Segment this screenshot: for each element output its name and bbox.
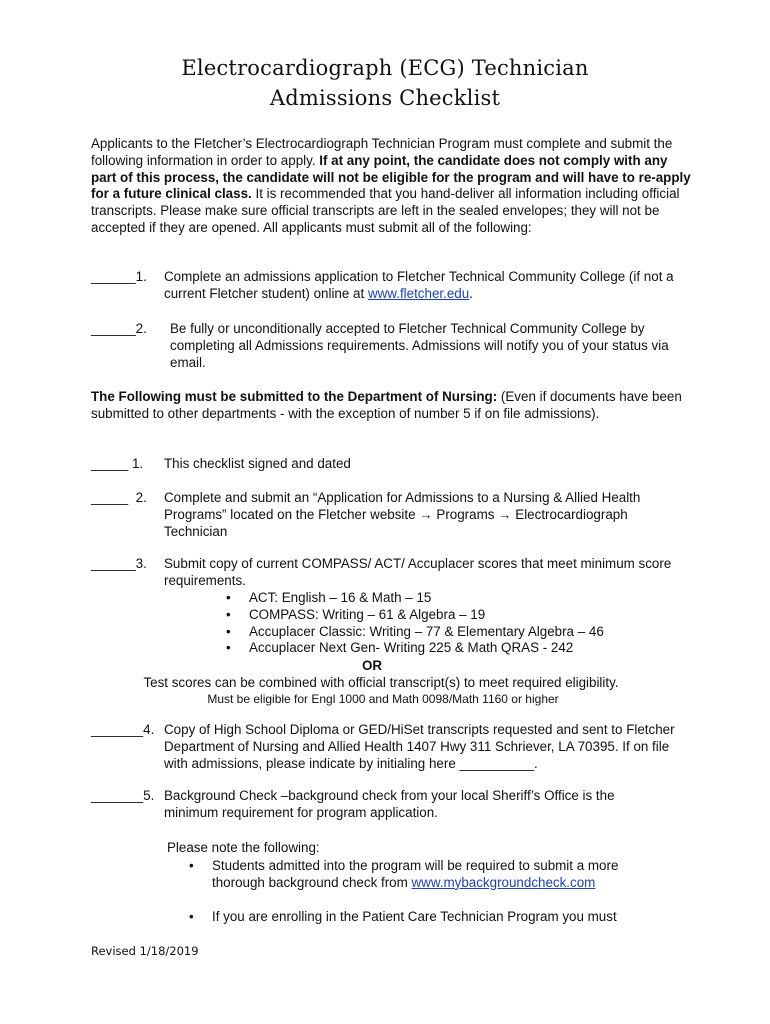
list-item — [226, 607, 726, 624]
item-text: Background Check –background check from your local Sheriff’s Office is the minimum requirement for program application. — [164, 788, 615, 820]
item-number: ______3. — [91, 556, 147, 571]
list-item — [189, 909, 649, 926]
page-title — [0, 53, 770, 113]
bullet-icon: • — [226, 606, 231, 622]
or-separator: OR — [361, 658, 383, 673]
list-item — [226, 624, 726, 641]
list-item-text: If you are enrolling in the Patient Care Technician Program you must — [212, 908, 617, 924]
score-requirements-list — [226, 590, 726, 657]
item-text: Submit copy of current COMPASS/ ACT/ Accuplacer scores that meet minimum score requirements. — [164, 556, 672, 588]
intro-text-1: Applicants to the Fletcher’s Electrocardiograph Technician Program must complete and submit the following information in order to apply. — [91, 136, 673, 168]
fletcher-link[interactable]: www.fletcher.edu — [367, 285, 470, 301]
list-item-text: Accuplacer Classic: Writing – 77 & Elementary Algebra – 46 — [249, 623, 604, 639]
intro-paragraph — [91, 136, 691, 237]
list-item — [189, 858, 649, 892]
bullet-icon: • — [226, 623, 231, 639]
item-text: Copy of High School Diploma or GED/HiSet transcripts requested and sent to Fletcher Department of Nursing and Allied Health 1407 Hwy 311 Schriever, LA 70395. If on file with admissions, please indicate by initialing here __________. — [164, 722, 675, 771]
item-text: Complete and submit an “Application for Admissions to a Nursing & Allied Health Programs” located on the Fletcher website → Programs → Electrocardiograph Technician — [164, 490, 641, 539]
item-number: _______5. — [91, 788, 155, 803]
title-line-1: Electrocardiograph (ECG) Technician — [181, 56, 589, 80]
list-item-text: COMPASS: Writing – 61 & Algebra – 19 — [249, 606, 486, 622]
item-text: Be fully or unconditionally accepted to Fletcher Technical Community College by completing all Admissions requirements. Admissions will notify you of your status via email. — [170, 321, 669, 370]
item-number: ______1. — [91, 269, 147, 284]
intro-bold-warning: If at any point, the candidate does not comply with any part of this process, the candidate will not be eligible for the program and will have to re-apply for a future clinical class. — [91, 152, 691, 202]
item-text — [164, 269, 692, 303]
item-number: _____ 2. — [91, 490, 147, 505]
bullet-icon: • — [189, 908, 194, 924]
item-text-content: Complete an admissions application to Fletcher Technical Community College (if not a current Fletcher student) online at — [164, 269, 674, 301]
nursing-header-rest: (Even if documents have been submitted to other departments - with the exception of number 5 if on file admissions). — [91, 389, 682, 421]
note-list — [189, 858, 649, 925]
title-line-2: Admissions Checklist — [269, 86, 501, 110]
bullet-icon: • — [189, 858, 194, 873]
bullet-icon: • — [226, 640, 231, 656]
item-text: This checklist signed and dated — [164, 456, 351, 471]
item-number: ______2. — [91, 321, 147, 336]
nursing-header-bold: The Following must be submitted to the Department of Nursing: — [91, 389, 498, 404]
list-item — [226, 590, 726, 607]
item-text-after: . — [469, 285, 473, 301]
intro-text-2: It is recommended that you hand-deliver all information including official transcripts. Please make sure official transcripts are left in the sealed envelopes; they will not be accepted if they are opened. All applicants must submit all of the following: — [91, 186, 680, 235]
item-number: _____ 1. — [91, 456, 144, 471]
eligibility-note: Must be eligible for Engl 1000 and Math 0098/Math 1160 or higher — [207, 692, 559, 706]
mybackgroundcheck-link[interactable]: www.mybackgroundcheck.com — [411, 874, 596, 890]
bullet-icon: • — [226, 590, 231, 605]
revision-date: Revised 1/18/2019 — [91, 944, 199, 958]
item-number: _______4. — [91, 722, 155, 737]
note-heading: Please note the following: — [167, 840, 320, 855]
list-item-text: Accuplacer Next Gen- Writing 225 & Math QRAS - 242 — [249, 640, 574, 656]
list-item-text: ACT: English – 16 & Math – 15 — [249, 590, 432, 605]
nursing-header — [91, 389, 691, 423]
list-item-text: Students admitted into the program will be required to submit a more thorough background check from — [212, 858, 619, 890]
list-item — [226, 640, 726, 657]
combine-scores-note: Test scores can be combined with official transcript(s) to meet required eligibility. — [143, 675, 619, 690]
